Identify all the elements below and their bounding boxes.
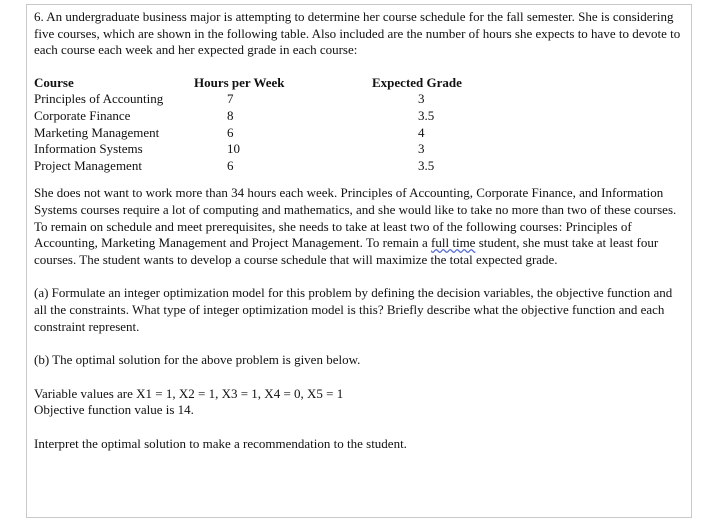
intro-paragraph: 6. An undergraduate business major is attempting to determine her course schedule for the fall semester. She is considering five courses, which are shown in the following table. Also included are the number of hours she expects to have to devote to each course each week and her expected grade in each course: xyxy=(34,9,681,58)
table-row xyxy=(34,125,512,142)
course-hours: 10 xyxy=(227,141,240,157)
course-name: Information Systems xyxy=(34,141,143,157)
course-grade: 4 xyxy=(418,124,425,140)
course-table xyxy=(34,75,512,175)
header-course: Course xyxy=(34,74,74,90)
table-row xyxy=(34,158,512,175)
variables-line: Variable values are X1 = 1, X2 = 1, X3 = 1, X4 = 0, X5 = 1 xyxy=(34,385,344,401)
header-grade: Expected Grade xyxy=(372,74,462,90)
interpret-paragraph: Interpret the optimal solution to make a recommendation to the student. xyxy=(34,435,407,451)
table-row xyxy=(34,141,512,158)
course-name: Corporate Finance xyxy=(34,107,131,123)
objective-line: Objective function value is 14. xyxy=(34,402,194,418)
course-grade: 3.5 xyxy=(418,107,435,123)
question-document xyxy=(34,9,686,452)
constraints-paragraph xyxy=(34,185,686,268)
course-hours: 6 xyxy=(227,157,234,173)
table-row xyxy=(34,91,512,108)
course-hours: 7 xyxy=(227,91,234,107)
table-row xyxy=(34,108,512,125)
part-a-paragraph: (a) Formulate an integer optimization model for this problem by defining the decision variables, the objective function and all the constraints. What type of integer optimization model is this? Briefly describe what the objective function and each constraint represent. xyxy=(34,285,673,334)
constraints-text-after: student, she must take at least four courses. The student wants to develop a course schedule that will maximize the total expected grade. xyxy=(34,235,659,267)
constraints-text-before: She does not want to work more than 34 hours each week. Principles of Accounting, Corporate Finance, and Information Systems courses require a lot of computing and mathematics, and she would like to take no more than two of these courses. To remain on schedule and meet prerequisites, she needs to take at least two of the following courses: Principles of Accounting, Marketing Management and Project Management. To remain a xyxy=(34,185,677,251)
course-name: Project Management xyxy=(34,157,142,173)
course-grade: 3.5 xyxy=(418,157,435,173)
course-hours: 6 xyxy=(227,124,234,140)
course-hours: 8 xyxy=(227,107,234,123)
course-grade: 3 xyxy=(418,91,425,107)
course-name: Principles of Accounting xyxy=(34,91,164,107)
table-header-row xyxy=(34,75,512,92)
course-name: Marketing Management xyxy=(34,124,160,140)
spellcheck-underlined-text: full time xyxy=(431,235,476,251)
course-grade: 3 xyxy=(418,141,425,157)
header-hours: Hours per Week xyxy=(194,74,285,90)
part-b-paragraph: (b) The optimal solution for the above problem is given below. xyxy=(34,352,361,368)
